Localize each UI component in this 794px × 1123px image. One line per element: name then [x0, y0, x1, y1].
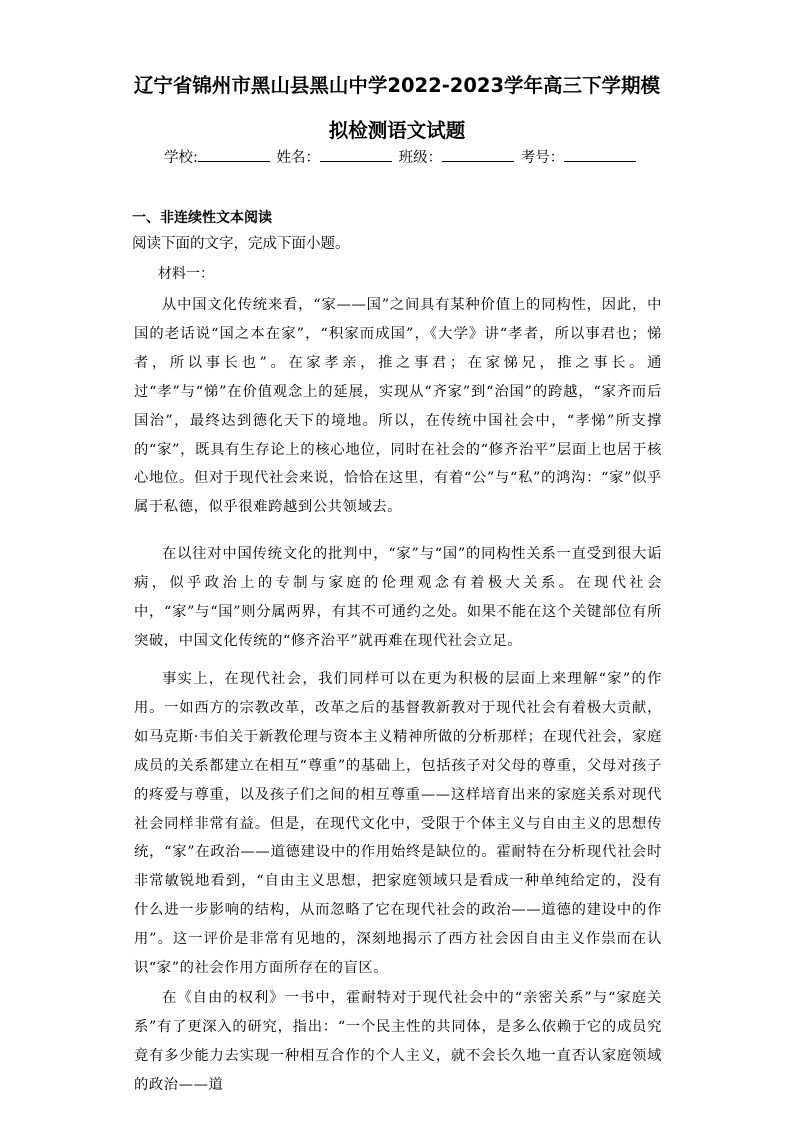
section-heading: 一、非连续性文本阅读	[132, 210, 272, 226]
student-info-row	[164, 146, 638, 167]
number-blank	[564, 149, 636, 162]
paragraph: 从中国文化传统来看，“家——国”之间具有某种价值上的同构性，因此，中国的老话说“国之本在家”，“积家而成国”，《大学》讲“孝者，所以事君也；悌者，所以事长也”。在家孝亲，推之事君；在家悌兄，推之事长。通过“孝”与“悌”在价值观念上的延展，实现从“齐家”到“治国”的跨越，“家齐而后国治”，最终达到德化天下的境地。所以，在传统中国社会中，“孝悌”所支撑的“家”，既具有生存论上的核心地位，同时在社会的“修齐治平”层面上也居于核心地位。但对于现代社会来说，恰恰在这里，有着“公”与“私”的鸿沟：“家”似乎属于私德，似乎很难跨越到公共领域去。	[134, 297, 662, 516]
material-label: 材料一：	[158, 266, 214, 282]
document-title-line-1: 辽宁省锦州市黑山县黑山中学2022-2023学年高三下学期模	[133, 74, 661, 97]
number-label: 考号：	[520, 150, 565, 166]
paragraph: 事实上，在现代社会，我们同样可以在更为积极的层面上来理解“家”的作用。一如西方的宗教改革，改革之后的基督教新教对于现代社会有着极大贡献，如马克斯·韦伯关于新教伦理与资本主义精神所做的分析那样；在现代社会，家庭成员的关系都建立在相互“尊重”的基础上，包括孩子对父母的尊重，父母对孩子的疼爱与尊重，以及孩子们之间的相互尊重——这样培育出来的家庭关系对现代社会同样非常有益。但是，在现代文化中，受限于个体主义与自由主义的思想传统，“家”在政治——道德建设中的作用始终是缺位的。霍耐特在分析现代社会时非常敏锐地看到，“自由主义思想，把家庭领域只是看成一种单纯给定的，没有什么进一步影响的结构，从而忽略了它在现代社会的政治——道德的建设中的作用”。这一评价是非常有见地的，深刻地揭示了西方社会因自由主义作祟而在认识“家”的社会作用方面所存在的盲区。	[134, 671, 662, 977]
school-label: 学校:	[164, 150, 198, 166]
name-label: 姓名：	[276, 150, 320, 166]
school-blank	[198, 149, 270, 162]
name-blank	[320, 149, 392, 162]
class-blank	[442, 149, 514, 162]
reading-instruction: 阅读下面的文字，完成下面小题。	[132, 236, 350, 252]
paragraph: 在《自由的权利》一书中，霍耐特对于现代社会中的“亲密关系”与“家庭关系”有了更深入的研究，指出：“一个民主性的共同体，是多么依赖于它的成员究竟有多少能力去实现一种相互合作的个人主义，就不会长久地一直否认家庭领域的政治——道	[134, 990, 662, 1093]
document-title-line-2: 拟检测语文试题	[328, 119, 466, 142]
class-label: 班级：	[398, 150, 443, 166]
paragraph: 在以往对中国传统文化的批判中，“家”与“国”的同构性关系一直受到很大诟病，似乎政治上的专制与家庭的伦理观念有着极大关系。在现代社会中，“家”与“国”则分属两界，有其不可通约之处。如果不能在这个关键部位有所突破，中国文化传统的“修齐治平”就再难在现代社会立足。	[134, 546, 662, 649]
